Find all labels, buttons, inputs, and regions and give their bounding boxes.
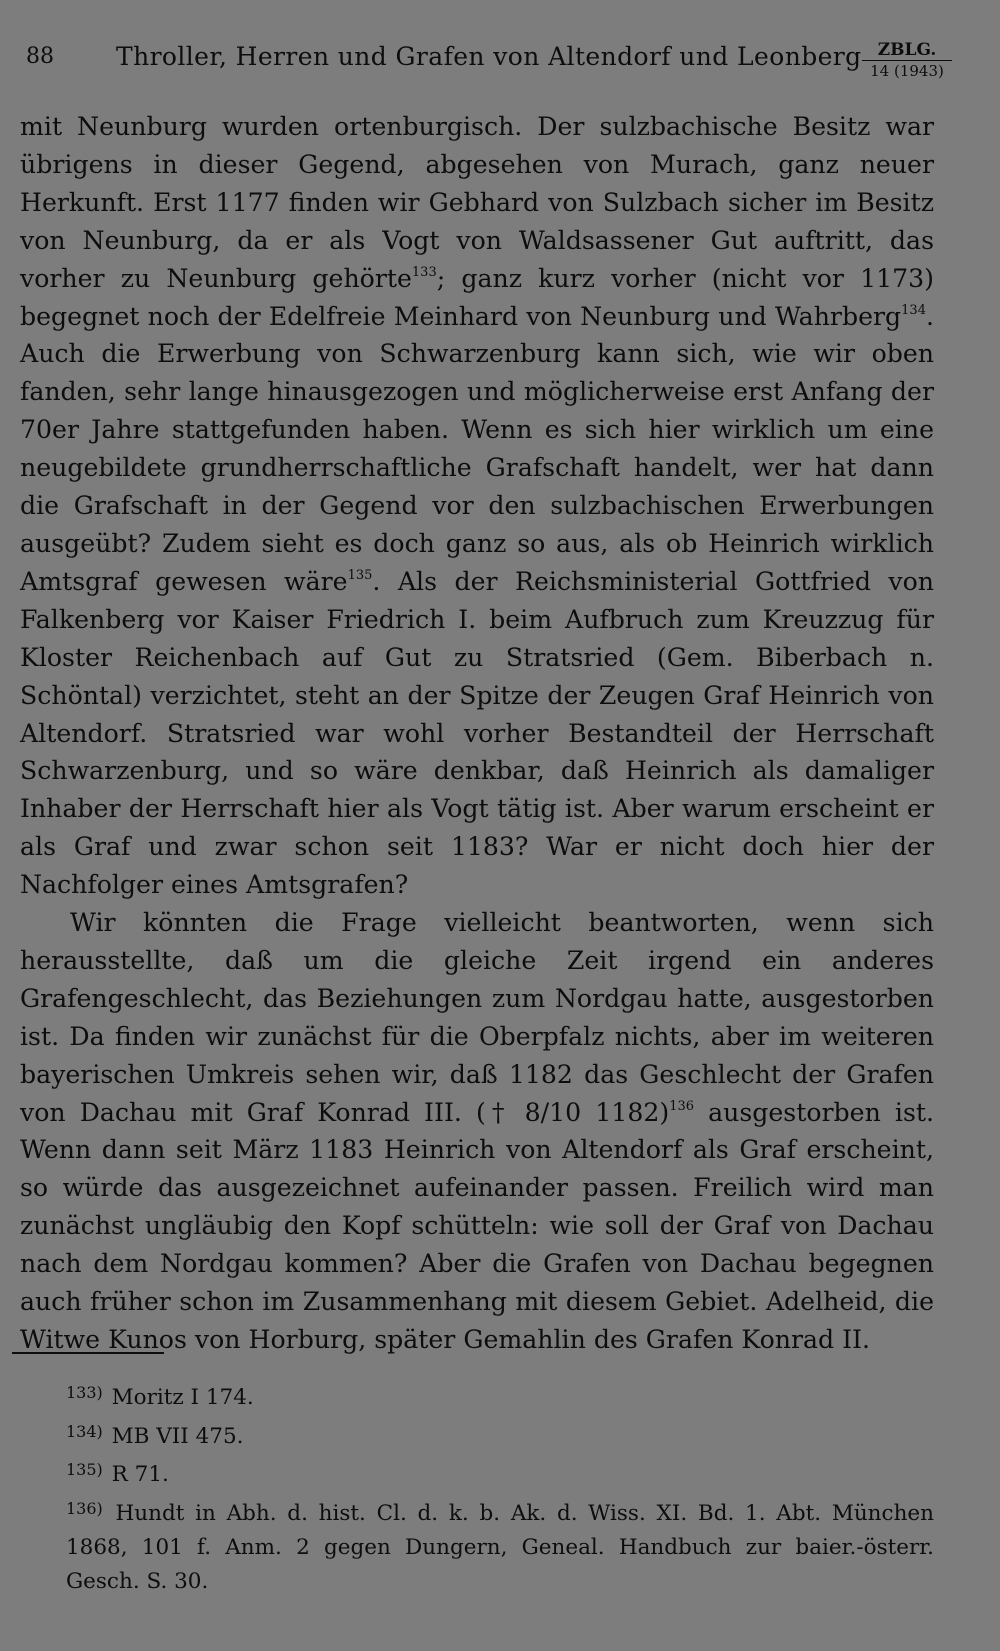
paragraph-text: . Als der Reichsministerial Gottfried von Falkenberg vor Kaiser Friedrich I. beim Aufbruch zum Kreuzzug für Kloster Reichenbach auf Gut zu Stratsried (Gem. Biberbach n. Schöntal) verzichtet, steht an der Spitze der Zeugen Graf Heinrich von Altendorf. Stratsried war wohl vorher Bestandteil der Herrschaft Schwarzenburg, und so wäre denkbar, daß Heinrich als damaliger Inhaber der Herrschaft hier als Vogt tätig ist. Aber warum erscheint er als Graf und zwar schon seit 1183? War er nicht doch hier der Nachfolger eines Amtsgrafen? (20, 566, 934, 900)
journal-abbreviation: ZBLG. (862, 40, 952, 61)
paragraph-text: ausgestorben ist. Wenn dann seit März 1183 Heinrich von Altendorf als Graf erscheint, so würde das ausgezeichnet aufeinander passen. Freilich wird man zunächst ungläubig den Kopf schütteln: wie soll der Graf von Dachau nach dem Nordgau kommen? Aber die Grafen von Dachau begegnen auch früher schon im Zusammenhang mit diesem Gebiet. Adelheid, die Witwe Kunos von Horburg, später Gemahlin des Grafen Konrad II. (20, 1097, 934, 1354)
footnotes (14, 1376, 934, 1598)
footnote-text: Moritz I 174. (111, 1385, 254, 1410)
page-number: 88 (26, 44, 54, 69)
body-text (20, 108, 934, 1359)
footnote-number: 133) (66, 1383, 103, 1402)
footnote (14, 1415, 934, 1454)
footnote-text: R 71. (111, 1462, 169, 1488)
footnote-text: MB VII 475. (111, 1423, 244, 1449)
paragraph (20, 108, 934, 904)
paragraph-text: mit Neunburg wurden ortenburgisch. Der sulzbachische Besitz war übrigens in dieser Gegend, abgesehen von Murach, ganz neuer Herkunft. Erst 1177 finden wir Gebhard von Sulzbach sicher im Besitz von Neunburg, da er als Vogt von Waldsassener Gut auftritt, das vorher zu Neunburg gehörte (20, 112, 934, 293)
running-header (26, 40, 952, 90)
paragraph-text: Wir könnten die Frage vielleicht beantworten, wenn sich herausstellte, daß um die gleiche Zeit irgend ein anderes Grafengeschlecht, das Beziehungen zum Nordgau hatte, ausgestorben ist. Da finden wir zunächst für die Oberpfalz nichts, aber im weiteren bayerischen Umkreis sehen wir, daß 1182 das Geschlecht der Grafen von Dachau mit Graf Konrad III. († 8/10 1182) (20, 908, 934, 1127)
footnote-separator (12, 1352, 164, 1354)
footnote (14, 1453, 934, 1492)
footnote-number: 134) (66, 1421, 103, 1441)
footnote (14, 1492, 934, 1598)
footnote-reference: 135 (347, 567, 373, 583)
footnote (14, 1376, 934, 1415)
footnote-reference: 134 (901, 302, 926, 318)
paragraph (20, 904, 934, 1359)
footnote-reference: 133 (411, 264, 437, 280)
footnote-text: Hundt in Abh. d. hist. Cl. d. k. b. Ak. d. Wiss. XI. Bd. 1. Abt. München 1868, 101 f. Anm. 2 gegen Dungern, Geneal. Handbuch zur baier.-österr. Gesch. S. 30. (66, 1501, 934, 1594)
paragraph-text: ; ganz kurz vorher (nicht vor 1173) begegnet noch der Edelfreie Meinhard von Neunburg und Wahrberg (20, 263, 935, 331)
journal-reference (862, 40, 952, 81)
footnote-number: 136) (66, 1499, 103, 1519)
footnote-number: 135) (66, 1460, 103, 1480)
footnote-reference: 136 (669, 1098, 695, 1114)
journal-volume: 14 (1943) (870, 62, 944, 80)
running-title: Throller, Herren und Grafen von Altendorf und Leonberg (116, 42, 862, 71)
paragraph-text: . Auch die Erwerbung von Schwarzenburg kann sich, wie wir oben fanden, sehr lange hinausgezogen und möglicherweise erst Anfang der 70er Jahre stattgefunden haben. Wenn es sich hier wirklich um eine neugebildete grundherrschaftliche Grafschaft handelt, wer hat dann die Grafschaft in der Gegend vor den sulzbachischen Erwerbungen ausgeübt? Zudem sieht es doch ganz so aus, als ob Heinrich wirklich Amtsgraf gewesen wäre (20, 301, 934, 596)
